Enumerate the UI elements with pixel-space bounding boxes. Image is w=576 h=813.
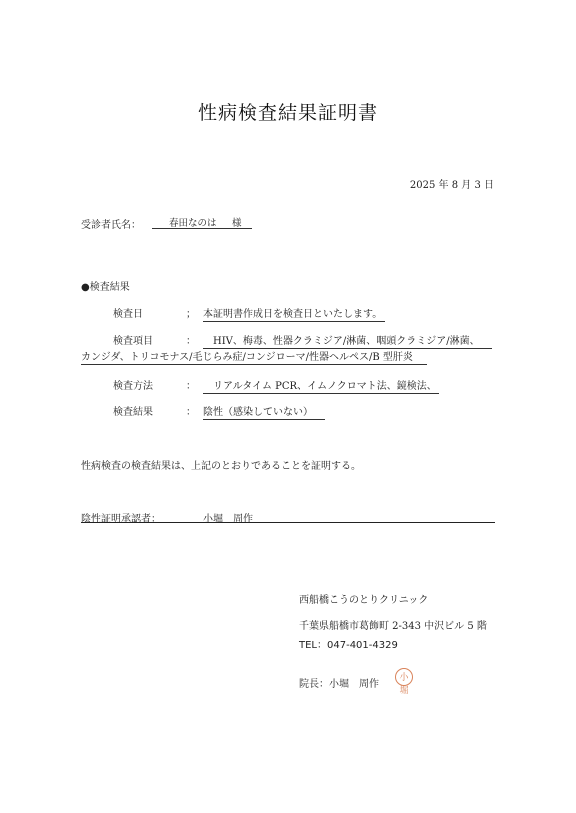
seal-stamp-icon [395,668,413,696]
clinic-name: 西船橋こうのとりクリニック [299,595,429,606]
row-date-label: 検査日 [113,309,143,320]
patient-name-field [152,215,252,229]
row-method-value: リアルタイム PCR、イムノクロマト法、鏡検法、 [203,377,439,394]
patient-name: 春田なのは [169,218,217,229]
row-items-sep: ： [186,336,196,347]
row-result-label: 検査結果 [113,407,153,418]
approver-label: 陰性証明承認者： [81,514,161,525]
clinic-tel: TEL：047-401-4329 [299,640,398,651]
signature-line [81,522,495,523]
row-method-sep: ： [186,381,196,392]
patient-label: 受診者氏名： [81,220,141,231]
row-items-value: HIV、梅毒、性器クラミジア/淋菌、咽頭クラミジア/淋菌、 [203,332,492,349]
row-date-sep: ； [186,309,196,320]
row-result-sep: ： [186,407,196,418]
issue-date: 2025 年 8 月 3 日 [409,180,494,191]
row-items-label: 検査項目 [113,336,153,347]
clinic-address: 千葉県船橋市葛飾町 2-343 中沢ビル 5 階 [299,621,487,632]
row-method-label: 検査方法 [113,381,153,392]
row-items-value-cont: カンジダ、トリコモナス/毛じらみ症/コンジローマ/性器ヘルペス/B 型肝炎 [81,348,427,365]
certification-statement: 性病検査の検査結果は、上記のとおりであることを証明する。 [81,461,361,472]
approver-name: 小堀 周作 [203,514,253,525]
seal-text: 小堀 [399,673,409,696]
document-title: 性病検査結果証明書 [197,102,378,124]
patient-suffix: 様 [232,218,242,229]
results-heading: ●検査結果 [81,282,130,293]
row-result-value: 陰性（感染していない） [203,403,325,420]
row-date-value: 本証明書作成日を検査日といたします。 [203,305,385,322]
clinic-director: 院長：小堀 周作 [299,679,379,690]
